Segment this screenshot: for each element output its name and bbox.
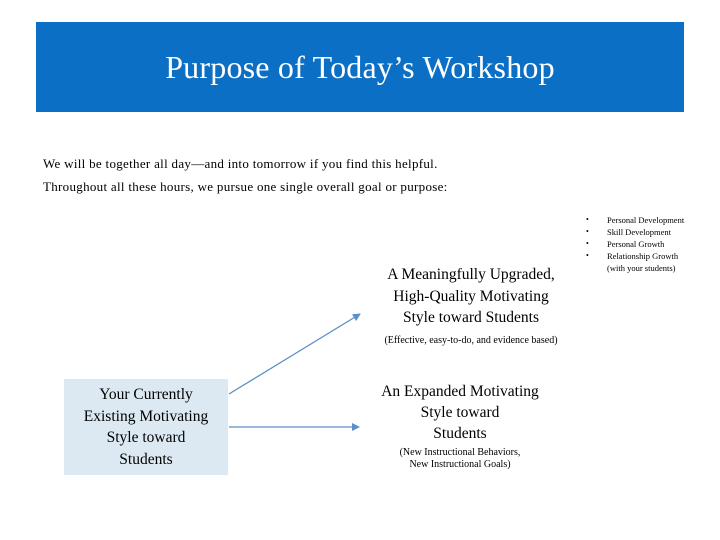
current-style-line: Students <box>119 450 173 468</box>
intro-line-2: Throughout all these hours, we pursue one single overall goal or purpose: <box>43 179 448 194</box>
intro-line-1: We will be together all day—and into tomorrow if you find this helpful. <box>43 156 438 171</box>
bullet-text: Personal Growth <box>607 239 665 249</box>
expanded-style-line: Students <box>433 425 487 442</box>
upgraded-style-line: Style toward Students <box>402 309 540 326</box>
expanded-style-line: Style toward <box>420 404 500 421</box>
upgraded-style-line: High-Quality Motivating <box>393 287 549 305</box>
bullet-continuation: (with your students) <box>607 263 676 273</box>
bullet-text: Personal Development <box>607 215 685 225</box>
expanded-style-line: An Expanded Motivating <box>381 383 539 400</box>
slide-title: Purpose of Today’s Workshop <box>165 48 555 85</box>
current-style-line: Your Currently <box>99 386 193 403</box>
expanded-style-note-line: (New Instructional Behaviors, <box>399 447 521 458</box>
current-style-line: Existing Motivating <box>83 407 209 425</box>
bullet-text: Skill Development <box>607 227 671 237</box>
arrow-to-upgraded-style <box>229 314 360 394</box>
upgraded-style-line: A Meaningfully Upgraded, <box>387 266 555 283</box>
bullet-text: Relationship Growth <box>607 251 679 261</box>
current-style-line: Style toward <box>106 429 186 446</box>
bullet-dot-icon: • <box>586 227 589 236</box>
bullet-dot-icon: • <box>586 239 589 248</box>
bullet-dot-icon: • <box>586 251 589 260</box>
bullet-dot-icon: • <box>586 215 589 224</box>
upgraded-style-note: (Effective, easy-to-do, and evidence based) <box>384 334 558 346</box>
expanded-style-note-line: New Instructional Goals) <box>409 459 511 470</box>
